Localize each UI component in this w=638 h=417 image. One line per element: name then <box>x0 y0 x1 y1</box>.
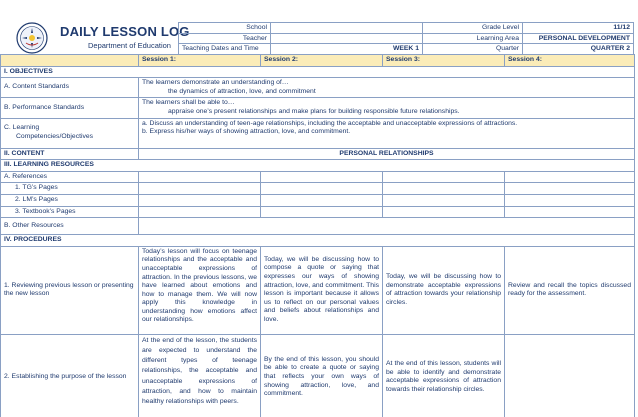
textbook-pages-cell-3[interactable] <box>383 206 505 218</box>
lm-pages-cell-4[interactable] <box>505 194 635 206</box>
quarter-value[interactable]: QUARTER 2 <box>590 45 630 52</box>
teacher-field[interactable] <box>271 34 423 44</box>
procedures-heading-row <box>1 235 635 247</box>
procedure-2-session-3[interactable]: At the end of this lesson, students will be able to identify and demonstrate acceptable expressions of attraction towards their relationship circles. <box>383 334 505 417</box>
school-field[interactable] <box>271 23 423 33</box>
other-resources-cell[interactable] <box>139 218 635 235</box>
textbook-pages-cell-2[interactable] <box>261 206 383 218</box>
session-4-header: Session 4: <box>505 55 635 67</box>
procedure-1-label: 1. Reviewing previous lesson or presenting the new lesson <box>1 246 139 334</box>
header-row-teacher <box>179 34 633 45</box>
procedure-1-session-2[interactable]: Today, we will be discussing how to compose a quote or saying that expresses our ways of showing attraction, love, and commitment. This lesson is important because it allows us to reflect on our personal values and beliefs about relationships and love. <box>261 246 383 334</box>
competency-b: b. Express his/her ways of showing attraction, love, and commitment. <box>142 128 351 136</box>
lesson-log-table <box>0 54 635 417</box>
procedure-2-session-1[interactable]: At the end of the lesson, the students are expected to understand the different types of teenage relationships, the acceptable and unacceptable expressions of attraction, and how to maintain healthy relationships with peers. <box>139 334 261 417</box>
school-label: School <box>179 23 271 33</box>
references-cell-1[interactable] <box>139 171 261 183</box>
content-standards-text: The learners demonstrate an understanding of… <box>142 79 289 87</box>
teacher-label: Teacher <box>179 34 271 44</box>
references-row <box>1 171 635 183</box>
procedure-row-2 <box>1 334 635 417</box>
tg-pages-cell-2[interactable] <box>261 183 383 195</box>
lm-pages-cell-2[interactable] <box>261 194 383 206</box>
procedure-2-session-4[interactable] <box>505 334 635 417</box>
content-row <box>1 148 635 160</box>
performance-standards-cell[interactable] <box>139 98 635 118</box>
objectives-heading: I. OBJECTIVES <box>1 66 635 78</box>
quarter-label: Quarter <box>423 44 523 55</box>
textbook-pages-cell-4[interactable] <box>505 206 635 218</box>
tg-pages-row <box>1 183 635 195</box>
textbook-pages-row <box>1 206 635 218</box>
performance-standards-text-2: appraise one’s present relationships and make plans for building responsible future relationships. <box>168 107 460 115</box>
procedure-row-1 <box>1 246 635 334</box>
tg-pages-cell-1[interactable] <box>139 183 261 195</box>
content-value[interactable]: PERSONAL RELATIONSHIPS <box>139 148 635 160</box>
lm-pages-cell-3[interactable] <box>383 194 505 206</box>
form-title: DAILY LESSON LOG <box>60 24 190 39</box>
content-standards-label: A. Content Standards <box>1 78 139 98</box>
learning-competencies-label-2: Competencies/Objectives <box>16 133 94 141</box>
procedure-1-session-1[interactable]: Today’s lesson will focus on teenage relationships and the acceptable and unacceptable expressions of attraction. In the previous lessons, we have learned about emotions and how to manage them. We will now apply this knowledge in understanding how emotions affect our relationships. <box>139 246 261 334</box>
learning-area-label: Learning Area <box>423 34 523 44</box>
textbook-pages-label: 3. Textbook’s Pages <box>1 206 139 218</box>
grade-level-label: Grade Level <box>423 23 523 33</box>
performance-standards-row <box>1 98 635 118</box>
procedure-2-session-2[interactable]: By the end of this lesson, you should be able to create a quote or saying that reflects your own ways of showing attraction, love, and commitment. <box>261 334 383 417</box>
sessions-corner <box>1 55 139 67</box>
header-row-dates <box>179 44 633 55</box>
learning-resources-heading-row <box>1 160 635 172</box>
tg-pages-label: 1. TG’s Pages <box>1 183 139 195</box>
content-standards-text-2: the dynamics of attraction, love, and commitment <box>168 87 316 95</box>
week-value[interactable]: WEEK 1 <box>271 44 423 55</box>
lm-pages-label: 2. LM’s Pages <box>1 194 139 206</box>
teaching-dates-label: Teaching Dates and Time <box>179 44 271 55</box>
session-2-header: Session 2: <box>261 55 383 67</box>
objectives-heading-row <box>1 66 635 78</box>
competency-a: a. Discuss an understanding of teen-age relationships, including the acceptable and unacceptable expressions of attractions. <box>142 119 518 127</box>
learning-competencies-label-1: C. Learning <box>4 124 40 132</box>
sessions-header-row <box>1 55 635 67</box>
session-3-header: Session 3: <box>383 55 505 67</box>
procedure-1-session-3[interactable]: Today, we will be discussing how to demonstrate acceptable expressions of attraction towards your relationship circles. <box>383 246 505 334</box>
header <box>0 0 638 54</box>
header-info-grid <box>178 22 634 56</box>
learning-competencies-row <box>1 118 635 148</box>
tg-pages-cell-4[interactable] <box>505 183 635 195</box>
references-cell-2[interactable] <box>261 171 383 183</box>
content-standards-cell[interactable] <box>139 78 635 98</box>
deped-seal-icon <box>16 22 48 54</box>
performance-standards-label: B. Performance Standards <box>1 98 139 118</box>
references-label: A. References <box>1 171 139 183</box>
learning-area-value[interactable]: PERSONAL DEVELOPMENT <box>538 34 630 42</box>
references-cell-4[interactable] <box>505 171 635 183</box>
header-row-school <box>179 23 633 34</box>
learning-competencies-label <box>1 118 139 148</box>
lm-pages-row <box>1 194 635 206</box>
department-name: Department of Education <box>88 41 171 50</box>
content-standards-row <box>1 78 635 98</box>
learning-resources-heading: III. LEARNING RESOURCES <box>1 160 635 172</box>
grade-level-value[interactable]: 11/12 <box>613 24 630 31</box>
references-cell-3[interactable] <box>383 171 505 183</box>
tg-pages-cell-3[interactable] <box>383 183 505 195</box>
procedure-2-label: 2. Establishing the purpose of the lesson <box>1 334 139 417</box>
textbook-pages-cell-1[interactable] <box>139 206 261 218</box>
content-heading: II. CONTENT <box>1 148 139 160</box>
procedures-heading: IV. PROCEDURES <box>1 235 635 247</box>
other-resources-label: B. Other Resources <box>1 218 139 235</box>
performance-standards-text: The learners shall be able to… <box>142 99 235 107</box>
procedure-1-session-4[interactable]: Review and recall the topics discussed ready for the assessment. <box>505 246 635 334</box>
other-resources-row <box>1 218 635 235</box>
session-1-header: Session 1: <box>139 55 261 67</box>
lm-pages-cell-1[interactable] <box>139 194 261 206</box>
learning-competencies-cell[interactable] <box>139 118 635 148</box>
